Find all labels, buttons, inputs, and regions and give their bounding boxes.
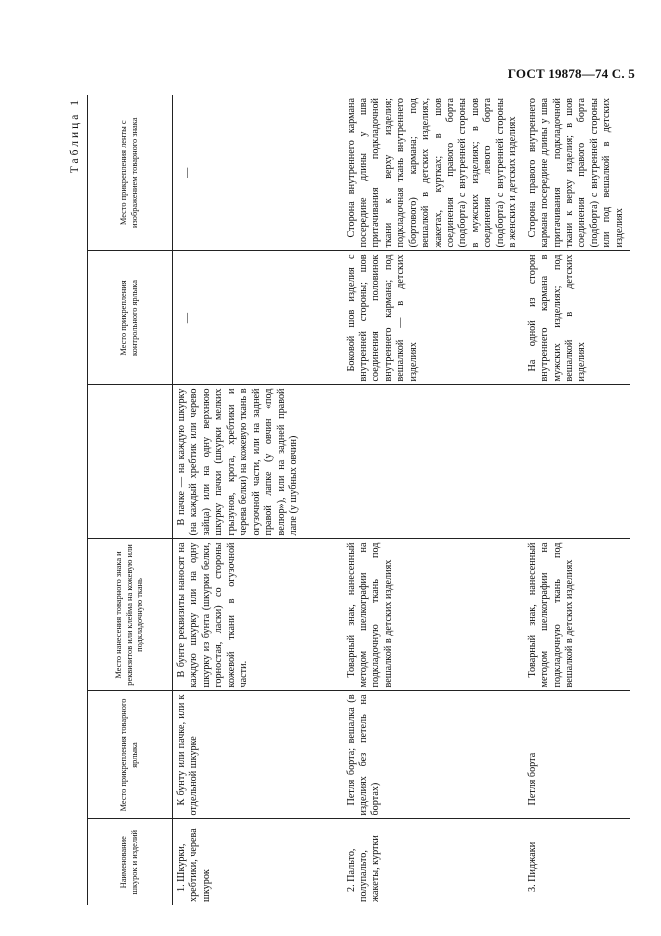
row-3-ribbon-place: Сторона правого внутреннего кармана посередине длины у шва притачивания подкладочной ткани к верху изделия; в шов соединения правого борта (подборта) с внутренней стороны или под вешалкой в детских изделиях	[526, 98, 625, 248]
row-1-mark-place-1: В бунте реквизиты наносят на каждую шкурку или на одну шкурку из бунта (шкурки белки, горностая, ласки) со стороны кожевой ткани в огузочной части.	[176, 542, 250, 688]
table-row	[173, 95, 343, 905]
column-header-ribbon-place: Место прикрепления ленты с изображением товарного знака	[88, 95, 173, 251]
cell-control-place	[343, 251, 524, 385]
table-row	[343, 95, 524, 905]
row-1-tag-place: К бунту или пачке, или к отдельной шкурке	[176, 694, 200, 816]
row-1-ribbon-place: —	[182, 167, 193, 178]
row-3-mark-place-1: Товарный знак, нанесенный методом шелкографии на подкладочную ткань под вешалкой в детских изделиях	[526, 542, 575, 688]
cell-name	[524, 819, 631, 905]
cell-tag-place	[173, 691, 343, 819]
cell-control-place	[524, 251, 631, 385]
cell-mark-place	[173, 539, 343, 691]
rotated-table-block	[69, 95, 625, 905]
row-1-mark-place-2: В пачке — на каждую шкурку (на каждый хребтик или черево зайца) или на одну верхнюю шкурку пачки (шкурки мелких грызунов, крота, хребтики и черева белки) на кожевую ткань в огузочной части, или на задней правой лапке (у овчин «под велюр»), или на задней правой лапе (у шубных овчин)	[176, 388, 299, 536]
cell-ribbon-place	[343, 95, 524, 251]
cell-mark-place	[524, 539, 631, 691]
cell-mark-place	[343, 539, 524, 691]
table-title: Таблица 1	[69, 97, 81, 174]
cell-control-place	[173, 251, 343, 385]
cell-ribbon-place	[173, 95, 343, 251]
column-header-control-place: Место прикрепления контрольного ярлыка	[88, 251, 173, 385]
row-1-control-place: —	[182, 312, 193, 324]
table-header-row	[88, 95, 173, 905]
row-2-ribbon-place: Сторона внутреннего кармана посередине длины у шва притачивания подкладочной ткани к верху изделия; подкладочная ткань внутреннего (бортового) кармана; под вешалкой в детских изделиях, жакетах, куртках; в шов соединения правого борта (подборта) с внутренней стороны в мужских изделиях; в шов соединения левого борта (подборта) с внутренней стороны в женских и детских изделиях	[345, 98, 519, 248]
column-header-mark-place-continued	[88, 385, 173, 539]
column-header-tag-place: Место прикрепления товарного ярлыка	[88, 691, 173, 819]
cell-name	[173, 819, 343, 905]
cell-ribbon-place	[524, 95, 631, 251]
page-header: ГОСТ 19878—74 С. 5	[507, 66, 635, 81]
table-row	[524, 95, 631, 905]
cell-mark-place-continued	[524, 385, 631, 539]
column-header-name: Наименование шкурок и изделий	[88, 819, 173, 905]
row-3-control-place: На одной из сторон внутреннего кармана в мужских изделиях; под вешалкой в детских изделиях	[526, 254, 588, 382]
cell-tag-place	[343, 691, 524, 819]
row-2-tag-place: Петля борта; вешалка (в изделиях без петель на бортах)	[345, 694, 382, 816]
cell-tag-place	[524, 691, 631, 819]
data-table	[87, 95, 630, 905]
row-3-name: 3. Пиджаки	[526, 841, 538, 892]
cell-mark-place-continued	[343, 385, 524, 539]
cell-name	[343, 819, 524, 905]
column-header-mark-place: Место нанесения товарного знака и реквизитов или клейма на кожевую или подкладочную ткань	[88, 539, 173, 691]
row-2-mark-place-1: Товарный знак, нанесенный методом шелкографии на подкладочную ткань под вешалкой в детских изделиях	[345, 542, 394, 688]
row-3-tag-place: Петля борта	[526, 752, 538, 806]
row-1-name: 1. Шкурки, хребтики, черева шкурок	[176, 828, 212, 902]
row-2-control-place: Боковой шов изделия с внутренней стороны; шов соединения половинок внутреннего кармана; под вешалкой — в детских изделиях	[345, 254, 419, 382]
cell-mark-place-continued	[173, 385, 343, 539]
row-2-name: 2. Пальто, полупальто, жакеты, куртки	[345, 835, 382, 902]
